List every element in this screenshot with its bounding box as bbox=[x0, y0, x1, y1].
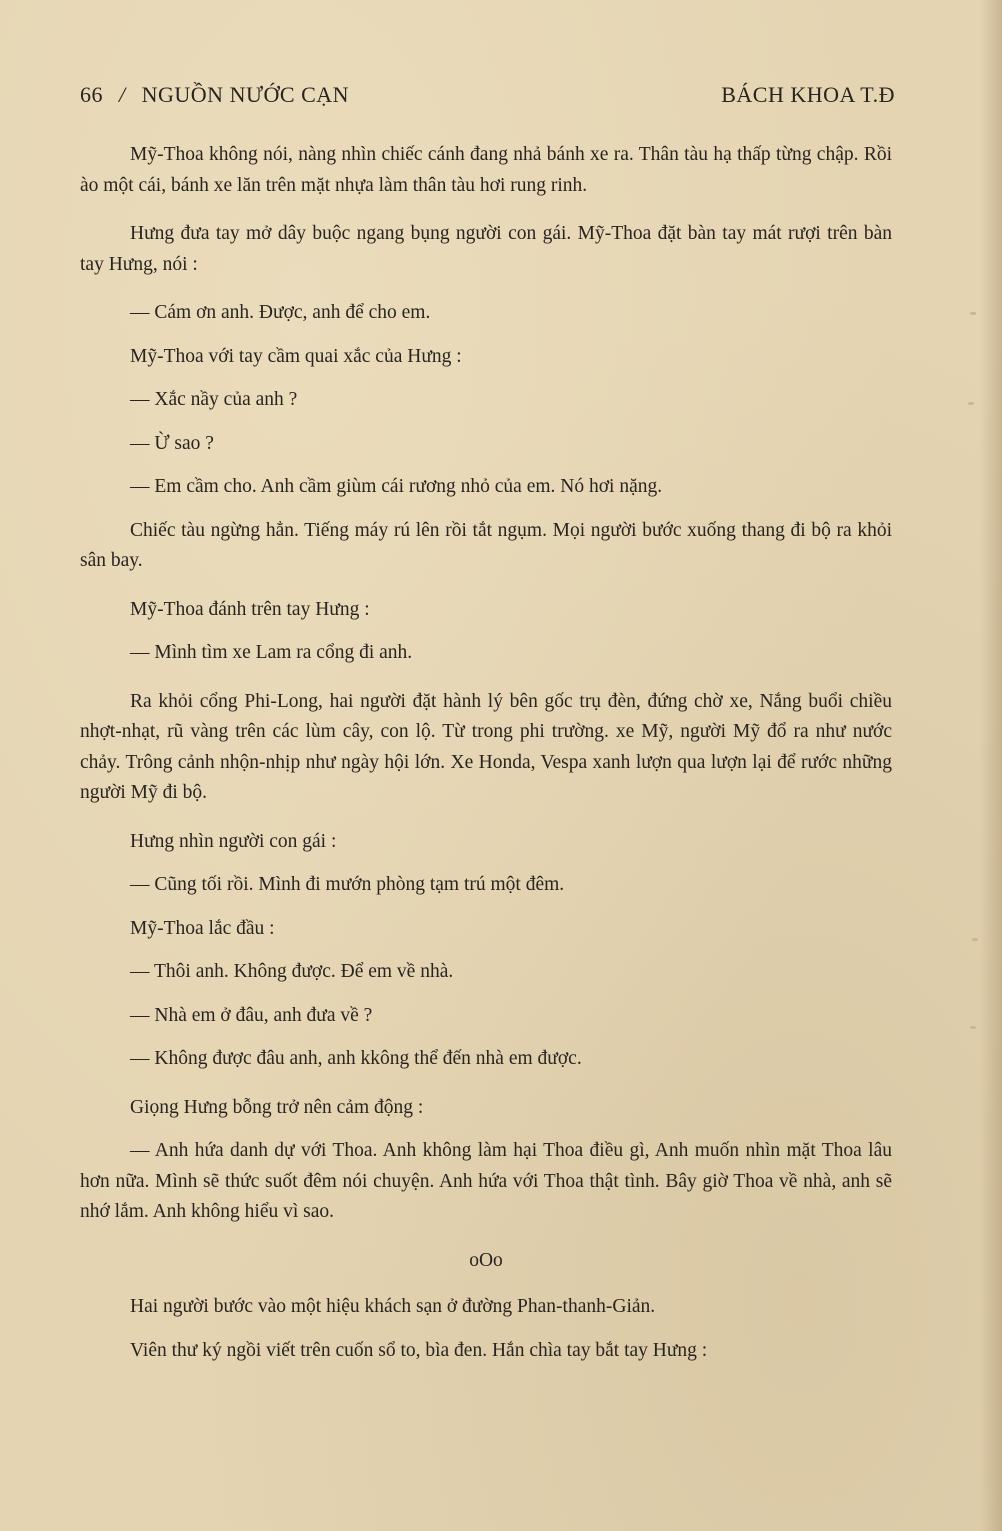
paragraph: Ra khỏi cổng Phi-Long, hai người đặt hành lý bên gốc trụ đèn, đứng chờ xe, Nắng buổi chiều nhợt-nhạt, rũ vàng trên các lùm cây, con lộ. Từ trong phi trường. xe Mỹ, người Mỹ đổ ra như nước chảy. Trông cảnh nhộn-nhịp như ngày hội lớn. Xe Honda, Vespa xanh lượn qua lượn lại để rước những người Mỹ đi bộ. bbox=[80, 690, 892, 803]
paper-speck bbox=[968, 402, 974, 405]
paragraph: Hưng đưa tay mở dây buộc ngang bụng người con gái. Mỹ-Thoa đặt bàn tay mát rượi trên bàn tay Hưng, nói : bbox=[80, 223, 892, 275]
dialogue-line: — Cũng tối rồi. Mình đi mướn phòng tạm trú một đêm. bbox=[130, 874, 565, 895]
page-edge-shadow bbox=[980, 0, 1002, 1531]
paper-speck bbox=[970, 1026, 976, 1029]
publication-name: BÁCH KHOA T.Đ bbox=[721, 82, 895, 107]
paragraph: Giọng Hưng bỗng trở nên cảm động : bbox=[130, 1096, 424, 1118]
paragraph: Mỹ-Thoa lắc đầu : bbox=[130, 917, 275, 939]
dialogue-line: — Anh hứa danh dự với Thoa. Anh không làm hại Thoa điều gì, Anh muốn nhìn mặt Thoa lâu hơn nữa. Mình sẽ thức suốt đêm nói chuyện. Anh hứa với Thoa thật tình. Bây giờ Thoa về nhà, anh sẽ nhớ lắm. Anh không hiểu vì sao. bbox=[80, 1140, 892, 1222]
header-left bbox=[80, 82, 349, 108]
section-break: oOo bbox=[469, 1249, 503, 1271]
running-header bbox=[80, 82, 895, 112]
paragraph: Chiếc tàu ngừng hẳn. Tiếng máy rú lên rồi tắt ngụm. Mọi người bước xuống thang đi bộ ra khỏi sân bay. bbox=[80, 519, 892, 571]
dialogue-line: — Em cầm cho. Anh cầm giùm cái rương nhỏ của em. Nó hơi nặng. bbox=[130, 476, 663, 497]
paragraph: Hưng nhìn người con gái : bbox=[130, 830, 337, 852]
paragraph: Mỹ-Thoa với tay cầm quai xắc của Hưng : bbox=[130, 345, 462, 367]
header-separator: / bbox=[119, 82, 126, 107]
body-text bbox=[80, 140, 892, 1379]
paragraph: Viên thư ký ngồi viết trên cuốn sổ to, bìa đen. Hắn chìa tay bắt tay Hưng : bbox=[130, 1339, 708, 1361]
dialogue-line: — Không được đâu anh, anh kkông thể đến nhà em được. bbox=[130, 1048, 582, 1069]
dialogue-line: — Xắc nầy của anh ? bbox=[130, 389, 298, 410]
dialogue-line: — Cám ơn anh. Được, anh để cho em. bbox=[130, 302, 431, 323]
dialogue-line: — Thôi anh. Không được. Để em về nhà. bbox=[130, 961, 454, 982]
paragraph: Hai người bước vào một hiệu khách sạn ở đường Phan-thanh-Giản. bbox=[130, 1296, 656, 1317]
paper-speck bbox=[972, 938, 978, 941]
paragraph: Mỹ-Thoa đánh trên tay Hưng : bbox=[130, 598, 370, 620]
paragraph: Mỹ-Thoa không nói, nàng nhìn chiếc cánh đang nhả bánh xe ra. Thân tàu hạ thấp từng chập. Rồi ào một cái, bánh xe lăn trên mặt nhựa làm thân tàu hơi rung rinh. bbox=[80, 144, 892, 196]
page-number: 66 bbox=[80, 82, 103, 107]
dialogue-line: — Nhà em ở đâu, anh đưa về ? bbox=[130, 1004, 373, 1026]
dialogue-line: — Ừ sao ? bbox=[130, 432, 214, 454]
paper-speck bbox=[970, 312, 976, 315]
chapter-title: NGUỒN NƯỚC CẠN bbox=[141, 82, 350, 107]
dialogue-line: — Mình tìm xe Lam ra cổng đi anh. bbox=[130, 642, 413, 663]
